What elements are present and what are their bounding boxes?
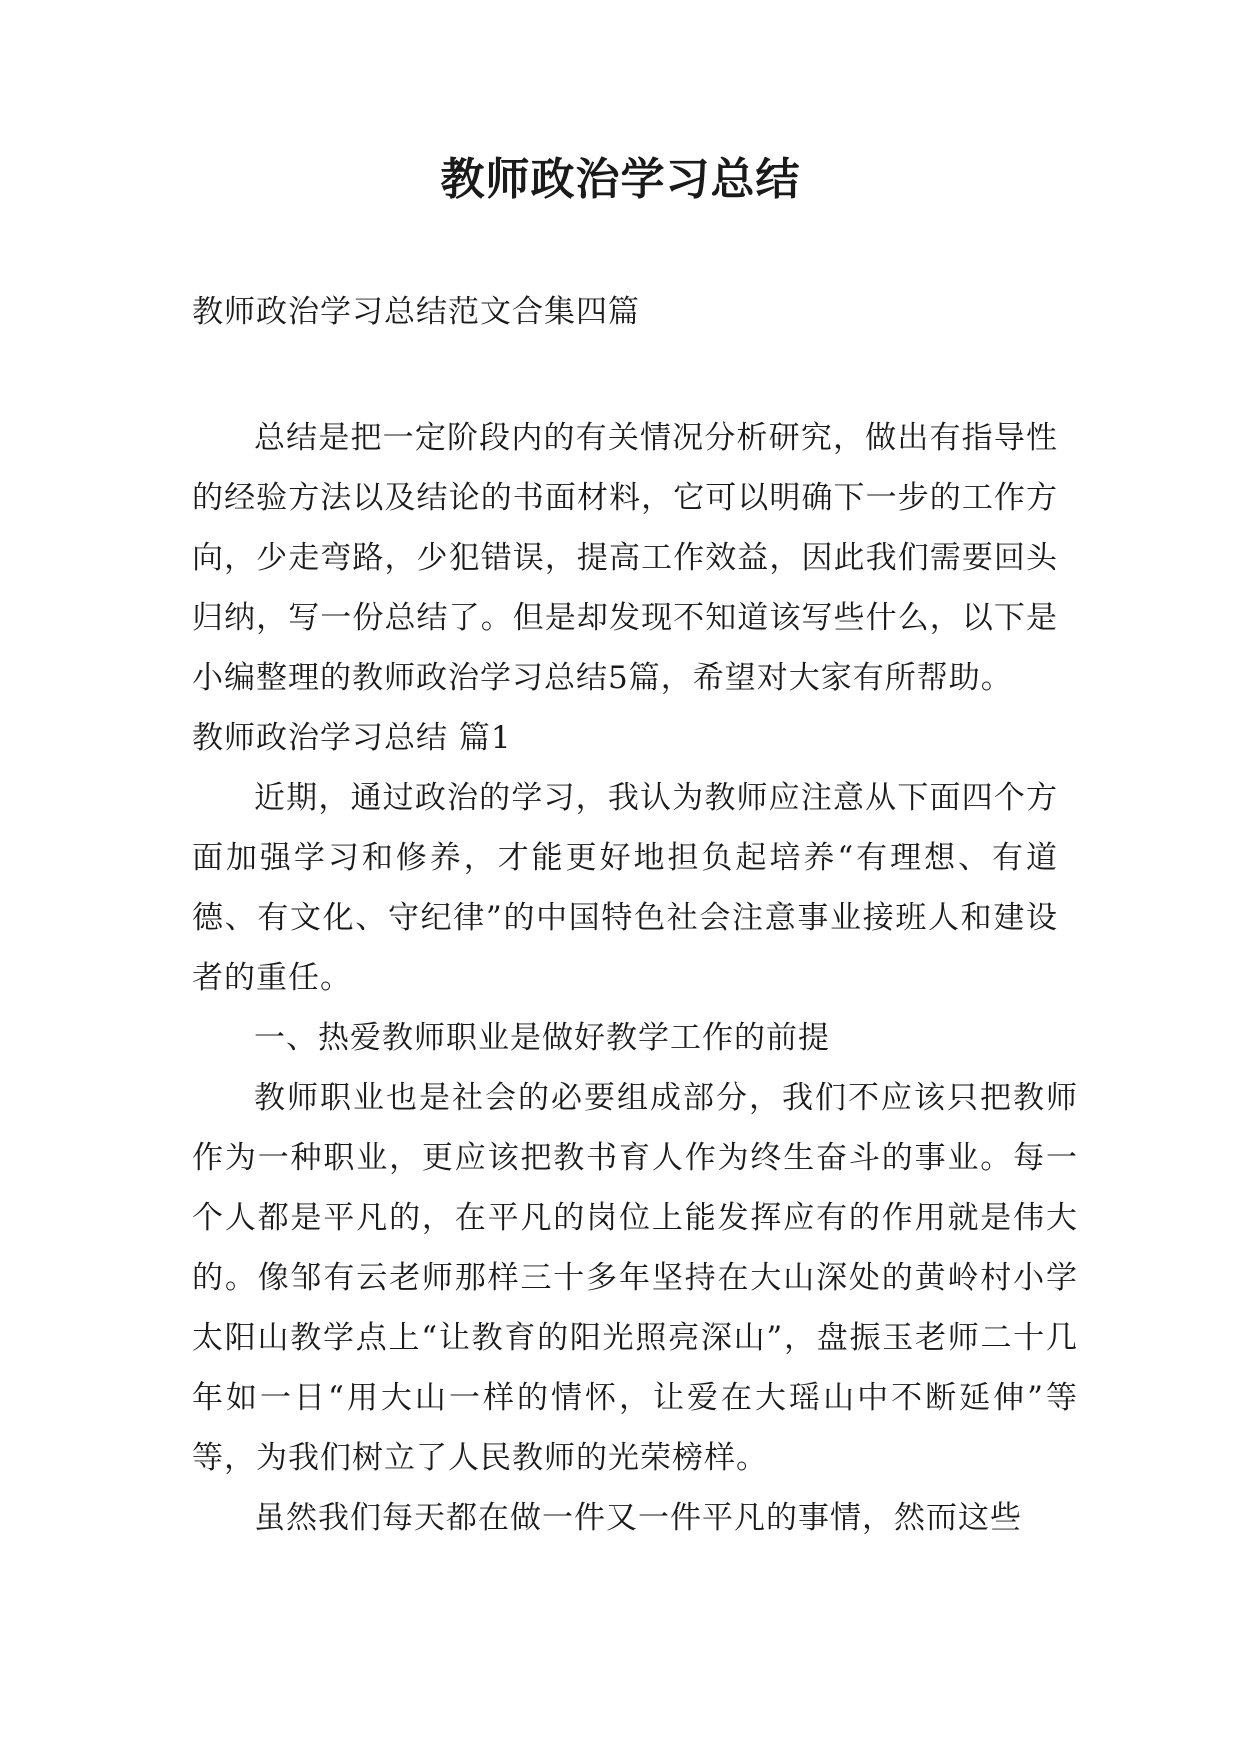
intro-paragraph: 总结是把一定阶段内的有关情况分析研究，做出有指导性的经验方法以及结论的书面材料，它可以明确下一步的工作方向，少走弯路，少犯错误，提高工作效益，因此我们需要回头归纳，写一份总结了。但是却发现不知道该写些什么，以下是小编整理的教师政治学习总结5篇，希望对大家有所帮助。: [192, 420, 1058, 696]
body-paragraph: 虽然我们每天都在做一件又一件平凡的事情，然而这些: [254, 1500, 1022, 1536]
body-paragraph: 近期，通过政治的学习，我认为教师应注意从下面四个方面加强学习和修养，才能更好地担负起培养“有理想、有道德、有文化、守纪律”的中国特色社会注意事业接班人和建设者的重任。: [192, 780, 1058, 996]
point-heading: 一、热爱教师职业是做好教学工作的前提: [254, 1020, 830, 1056]
section-heading: 教师政治学习总结 篇1: [192, 720, 512, 756]
document-body: [192, 408, 1078, 1548]
body-paragraph: 教师职业也是社会的必要组成部分，我们不应该只把教师作为一种职业，更应该把教书育人作为终生奋斗的事业。每一个人都是平凡的，在平凡的岗位上能发挥应有的作用就是伟大的。像邹有云老师那样三十多年坚持在大山深处的黄岭村小学太阳山教学点上“让教育的阳光照亮深山”，盘振玉老师二十几年如一日“用大山一样的情怀，让爱在大瑶山中不断延伸”等等，为我们树立了人民教师的光荣榜样。: [192, 1080, 1078, 1476]
document-subtitle: 教师政治学习总结范文合集四篇: [192, 294, 640, 330]
document-title: 教师政治学习总结: [440, 154, 801, 205]
